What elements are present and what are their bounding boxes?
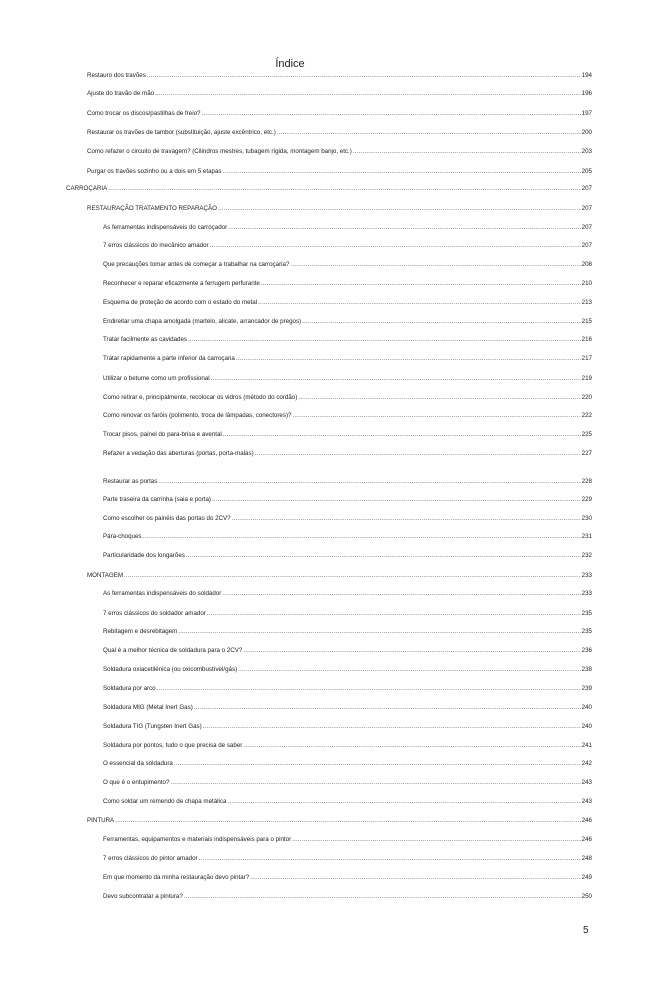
toc-entry-label: O que é o entupimento? [103, 779, 170, 786]
toc-entry-label: Soldadura oxiacetilénica (ou oxicombustível/gás) [103, 666, 238, 673]
toc-entry-label: Como refazer o circuito de travagem? (Cilindros mestres, tubagem rígida, montagem banjo, etc.) [87, 148, 352, 155]
toc-entry-label: Restaurar os travões de tambor (substituição, ajuste excêntrico, etc.) [87, 129, 276, 136]
dot-leader [124, 572, 581, 580]
toc-entry-label: Parte traseira da carrinha (saia e porta) [103, 496, 211, 503]
toc-entry-label: Como escolher os painéis das portas do 2CV? [103, 515, 231, 522]
toc-entry[interactable] [103, 610, 592, 618]
toc-entry-page: 243 [581, 798, 592, 805]
dot-leader [222, 590, 580, 598]
toc-entry-page: 235 [581, 628, 592, 635]
toc-entry[interactable] [103, 318, 592, 326]
toc-entry[interactable] [103, 628, 592, 636]
toc-entry[interactable] [87, 817, 592, 825]
toc-entry-label: Devo subcontratar a pintura? [103, 893, 183, 900]
dot-leader [227, 798, 580, 806]
toc-entry-page: 216 [581, 336, 592, 343]
dot-leader [261, 280, 581, 288]
toc-entry-label: Como renovar os faróis (polimento, troca de lâmpadas, conectores)? [103, 412, 292, 419]
toc-entry-page: 208 [581, 261, 592, 268]
toc-entry-page: 228 [581, 478, 592, 485]
toc-entry-page: 197 [581, 110, 592, 117]
toc-entry-page: 229 [581, 496, 592, 503]
toc-entry[interactable] [103, 533, 592, 541]
toc-entry[interactable] [103, 478, 592, 486]
dot-leader [158, 478, 580, 486]
dot-leader [178, 628, 580, 636]
toc-entry-page: 220 [581, 394, 592, 401]
toc-entry[interactable] [87, 168, 592, 176]
toc-entry-page: 227 [581, 450, 592, 457]
toc-entry-label: Como retirar e, principalmente, recolocar os vidros (método do cordão) [103, 394, 298, 401]
toc-entry-label: PINTURA [87, 817, 115, 824]
toc-entry[interactable] [103, 704, 592, 712]
toc-entry[interactable] [87, 110, 592, 118]
dot-leader [250, 874, 580, 882]
toc-entry-label: Endireitar uma chapa amolgada (martelo, alicate, arrancador de pregos) [103, 318, 302, 325]
dot-leader [243, 647, 580, 655]
toc-entry-page: 233 [581, 590, 592, 597]
toc-entry-page: 238 [581, 666, 592, 673]
toc-entry[interactable] [103, 779, 592, 787]
toc-entry-label: Purgar os travões sozinho ou a dois em 5 etapas [87, 168, 222, 175]
toc-entry-page: 230 [581, 515, 592, 522]
toc-entry[interactable] [103, 336, 592, 344]
toc-entry[interactable] [103, 893, 592, 901]
dot-leader [115, 817, 581, 825]
toc-entry-page: 239 [581, 685, 592, 692]
toc-entry-page: 249 [581, 874, 592, 881]
toc-entry-label: Tratar facilmente as cavidades [103, 336, 188, 343]
toc-entry-label: As ferramentas indispensáveis do carroçador [103, 224, 228, 231]
toc-entry-label: Rebitagem e desrebitagem [103, 628, 178, 635]
toc-entry[interactable] [103, 375, 592, 383]
toc-entry-page: 240 [581, 704, 592, 711]
toc-entry[interactable] [103, 742, 592, 750]
toc-entry[interactable] [103, 261, 592, 269]
dot-leader [143, 533, 581, 541]
dot-leader [211, 375, 581, 383]
toc-entry-page: 205 [581, 168, 592, 175]
toc-entry[interactable] [87, 205, 592, 213]
toc-entry-page: 203 [581, 148, 592, 155]
toc-entry-label: Restaurar as portas [103, 478, 158, 485]
toc-entry-label: 7 erros clássicos do mecânico amador [103, 242, 209, 249]
toc-entry[interactable] [103, 412, 592, 420]
toc-entry-page: 243 [581, 779, 592, 786]
toc-entry-page: 222 [581, 412, 592, 419]
toc-entry-label: Soldadura por pontos, tudo o que precisa de saber [103, 742, 243, 749]
toc-entry-label: Utilizar o betume como um profissional [103, 375, 210, 382]
toc-entry-page: 241 [581, 742, 592, 749]
dot-leader [188, 336, 581, 344]
toc-entry[interactable] [103, 496, 592, 504]
dot-leader [292, 836, 581, 844]
dot-leader [184, 893, 581, 901]
toc-entry-page: 207 [581, 224, 592, 231]
dot-leader [207, 610, 581, 618]
toc-entry-label: Refazer a vedação das aberturas (portas, porta-malas) [103, 450, 254, 457]
index-title: Índice [275, 58, 305, 70]
toc-entry-page: 213 [581, 299, 592, 306]
toc-entry-label: O essencial da soldadura [103, 760, 173, 767]
toc-entry-label: Reconhecer e reparar eficazmente a ferrugem perfurante [103, 280, 260, 287]
dot-leader [199, 855, 581, 863]
dot-leader [223, 431, 581, 439]
toc-entry-page: 207 [581, 205, 592, 212]
toc-entry-page: 233 [581, 572, 592, 579]
toc-entry-label: Que precauções tomar antes de começar a trabalhar na carroçaria? [103, 261, 290, 268]
dot-leader [302, 318, 581, 326]
toc-entry-label: Pára-choques [103, 533, 142, 540]
toc-entry-label: Em que momento da minha restauração devo pintar? [103, 874, 250, 881]
toc-entry-page: 207 [581, 185, 592, 192]
toc-entry-label: Ferramentas, equipamentos e materiais indispensáveis para o pintor [103, 836, 292, 843]
toc-entry[interactable] [103, 798, 592, 806]
toc-entry-label: Esquema de proteção de acordo com o estado do metal [103, 299, 258, 306]
toc-entry[interactable] [66, 185, 592, 193]
dot-leader [186, 552, 581, 560]
toc-entry-label: CARROÇARIA [66, 185, 108, 192]
dot-leader [353, 148, 581, 156]
toc-entry-page: 217 [581, 355, 592, 362]
toc-entry-page: 250 [581, 893, 592, 900]
dot-leader [223, 168, 581, 176]
toc-entry-label: 7 erros clássicos do soldador amador [103, 610, 206, 617]
toc-entry[interactable] [103, 855, 592, 863]
toc-entry-label: Particularidade dos longarões [103, 552, 185, 559]
toc-entry[interactable] [103, 760, 592, 768]
toc-entry-label: Trocar pisos, painel do para-brisa e avental [103, 431, 222, 438]
toc-entry-label: Soldadura por arco [103, 685, 156, 692]
toc-entry-label: Ajuste do travão de mão [87, 90, 155, 97]
toc-entry-page: 242 [581, 760, 592, 767]
toc-entry-page: 240 [581, 723, 592, 730]
dot-leader [255, 450, 581, 458]
toc-entry-page: 235 [581, 610, 592, 617]
dot-leader [298, 394, 580, 402]
dot-leader [290, 261, 580, 269]
toc-entry[interactable] [87, 72, 592, 80]
toc-entry[interactable] [103, 685, 592, 693]
toc-entry-label: Qual é a melhor técnica de soldadura para o 2CV? [103, 647, 243, 654]
toc-entry[interactable] [103, 431, 592, 439]
toc-entry[interactable] [87, 148, 592, 156]
toc-entry-label: Como soldar um remendo de chapa metálica [103, 798, 227, 805]
dot-leader [203, 723, 581, 731]
toc-entry-page: 248 [581, 855, 592, 862]
dot-leader [277, 129, 581, 137]
dot-leader [155, 90, 581, 98]
dot-leader [236, 355, 581, 363]
toc-entry[interactable] [87, 90, 592, 98]
toc-entry[interactable] [103, 874, 592, 882]
page-number: 5 [583, 925, 589, 936]
toc-entry[interactable] [87, 129, 592, 137]
toc-entry-page: 196 [581, 90, 592, 97]
toc-entry[interactable] [103, 280, 592, 288]
dot-leader [292, 412, 580, 420]
toc-entry-label: Restauro dos travões [87, 72, 146, 79]
toc-entry[interactable] [103, 242, 592, 250]
dot-leader [174, 760, 581, 768]
toc-entry-page: 219 [581, 375, 592, 382]
toc-entry[interactable] [87, 572, 592, 580]
toc-entry-page: 200 [581, 129, 592, 136]
dot-leader [232, 515, 581, 523]
dot-leader [210, 242, 581, 250]
dot-leader [258, 299, 581, 307]
toc-entry-page: 232 [581, 552, 592, 559]
toc-entry-page: 225 [581, 431, 592, 438]
toc-entry[interactable] [103, 224, 592, 232]
dot-leader [212, 496, 581, 504]
toc-entry[interactable] [103, 450, 592, 458]
toc-entry-page: 215 [581, 318, 592, 325]
dot-leader [170, 779, 580, 787]
dot-leader [238, 666, 581, 674]
toc-entry[interactable] [103, 723, 592, 731]
dot-leader [157, 685, 581, 693]
dot-leader [243, 742, 580, 750]
toc-entry-label: Tratar rapidamente a parte inferior da carroçaria [103, 355, 235, 362]
dot-leader [147, 72, 581, 80]
toc-entry-page: 194 [581, 72, 592, 79]
dot-leader [228, 224, 581, 232]
toc-entry[interactable] [103, 666, 592, 674]
dot-leader [218, 205, 581, 213]
toc-entry[interactable] [103, 836, 592, 844]
toc-entry-page: 236 [581, 647, 592, 654]
toc-entry-label: Soldadura TIG (Tungsten Inert Gas) [103, 723, 202, 730]
toc-entry-label: RESTAURAÇÃO TRATAMENTO REPARAÇÃO [87, 205, 217, 212]
toc-entry[interactable] [103, 355, 592, 363]
toc-entry[interactable] [103, 394, 592, 402]
toc-entry-page: 231 [581, 533, 592, 540]
toc-entry-page: 246 [581, 817, 592, 824]
dot-leader [202, 110, 581, 118]
toc-entry-label: 7 erros clássicos do pintor amador [103, 855, 198, 862]
toc-entry[interactable] [103, 299, 592, 307]
dot-leader [108, 185, 580, 193]
toc-entry-label: Como trocar os discos/pastilhas de freio? [87, 110, 201, 117]
toc-entry-page: 207 [581, 242, 592, 249]
toc-entry[interactable] [103, 515, 592, 523]
toc-entry-page: 210 [581, 280, 592, 287]
toc-entry-page: 246 [581, 836, 592, 843]
toc-entry[interactable] [103, 647, 592, 655]
toc-entry-label: As ferramentas indispensáveis do soldador [103, 590, 222, 597]
toc-entry-label: MONTAGEM [87, 572, 123, 579]
toc-entry[interactable] [103, 590, 592, 598]
dot-leader [194, 704, 581, 712]
toc-entry-label: Soldadura MIG (Metal Inert Gas) [103, 704, 193, 711]
toc-entry[interactable] [103, 552, 592, 560]
